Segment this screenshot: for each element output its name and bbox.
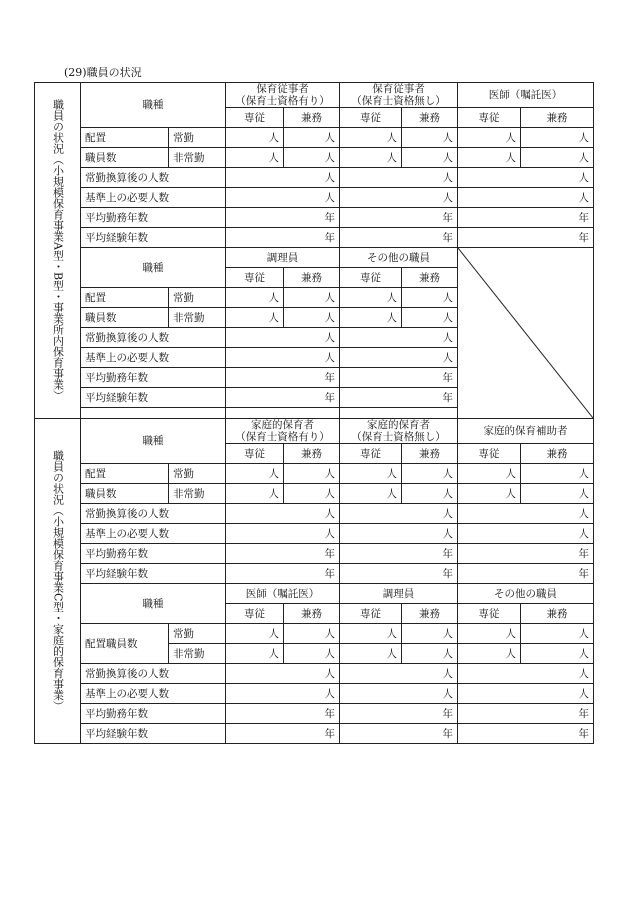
count-cell[interactable]: 人 xyxy=(521,484,594,504)
col-header-katei-ari: 家庭的保育者 （保育士資格有り） xyxy=(226,419,340,444)
count-cell[interactable]: 人 xyxy=(340,348,458,368)
shokuinsu-label: 職員数 xyxy=(81,148,169,168)
count-cell[interactable]: 人 xyxy=(284,624,340,644)
year-cell[interactable]: 年 xyxy=(226,208,340,228)
hitsuyo-label: 基準上の必要人数 xyxy=(81,524,226,544)
count-cell[interactable]: 人 xyxy=(340,644,402,664)
count-cell[interactable]: 人 xyxy=(402,128,458,148)
year-cell[interactable]: 年 xyxy=(458,208,594,228)
count-cell[interactable]: 人 xyxy=(458,644,521,664)
count-cell[interactable]: 人 xyxy=(284,484,340,504)
count-cell[interactable]: 人 xyxy=(458,464,521,484)
senju-label: 専従 xyxy=(226,604,284,624)
count-cell[interactable]: 人 xyxy=(226,288,284,308)
count-cell[interactable]: 人 xyxy=(340,524,458,544)
hitsuyo-label: 基準上の必要人数 xyxy=(81,188,226,208)
count-cell[interactable]: 人 xyxy=(521,464,594,484)
year-cell[interactable]: 年 xyxy=(340,368,458,388)
count-cell[interactable]: 人 xyxy=(340,484,402,504)
count-cell[interactable]: 人 xyxy=(284,128,340,148)
kenmu-label: 兼務 xyxy=(402,268,458,288)
col-header-hoiku-ari: 保育従事者 （保育士資格有り） xyxy=(226,83,340,108)
count-cell[interactable]: 人 xyxy=(340,148,402,168)
year-cell[interactable]: 年 xyxy=(340,564,458,584)
section2-side-label: 職員の状況（小規模保育事業C型・家庭的保育事業） xyxy=(35,419,81,744)
kenmu-label: 兼務 xyxy=(284,444,340,464)
count-cell[interactable]: 人 xyxy=(340,168,458,188)
staff-status-table xyxy=(34,82,594,744)
count-cell[interactable]: 人 xyxy=(226,168,340,188)
hijokin-label: 非常勤 xyxy=(169,644,226,664)
count-cell[interactable]: 人 xyxy=(340,288,402,308)
col-header-chori: 調理員 xyxy=(340,584,458,604)
count-cell[interactable]: 人 xyxy=(458,664,594,684)
shokushu-label: 職種 xyxy=(81,419,226,464)
year-cell[interactable]: 年 xyxy=(340,704,458,724)
count-cell[interactable]: 人 xyxy=(226,524,340,544)
haichi-label: 配置 xyxy=(81,464,169,484)
jokin-label: 常勤 xyxy=(169,288,226,308)
count-cell[interactable]: 人 xyxy=(226,484,284,504)
count-cell[interactable]: 人 xyxy=(226,504,340,524)
hijokin-label: 非常勤 xyxy=(169,148,226,168)
kansan-label: 常勤換算後の人数 xyxy=(81,664,226,684)
spacer-cell xyxy=(81,408,226,419)
kansan-label: 常勤換算後の人数 xyxy=(81,504,226,524)
keiken-label: 平均経験年数 xyxy=(81,564,226,584)
count-cell[interactable]: 人 xyxy=(402,148,458,168)
col-header-sonota: その他の職員 xyxy=(458,584,594,604)
keiken-label: 平均経験年数 xyxy=(81,388,226,408)
col-header-ishi: 医師（嘱託医） xyxy=(458,83,594,108)
haichi-label: 配置 xyxy=(81,288,169,308)
count-cell[interactable]: 人 xyxy=(402,644,458,664)
count-cell[interactable]: 人 xyxy=(226,684,340,704)
senju-label: 専従 xyxy=(340,444,402,464)
kenmu-label: 兼務 xyxy=(521,444,594,464)
year-cell[interactable]: 年 xyxy=(226,724,340,744)
year-cell[interactable]: 年 xyxy=(226,544,340,564)
count-cell[interactable]: 人 xyxy=(226,624,284,644)
year-cell[interactable]: 年 xyxy=(226,564,340,584)
count-cell[interactable]: 人 xyxy=(340,664,458,684)
senju-label: 専従 xyxy=(458,444,521,464)
count-cell[interactable]: 人 xyxy=(402,624,458,644)
count-cell[interactable]: 人 xyxy=(521,644,594,664)
kinmu-label: 平均勤務年数 xyxy=(81,368,226,388)
count-cell[interactable]: 人 xyxy=(340,464,402,484)
count-cell[interactable]: 人 xyxy=(284,464,340,484)
count-cell[interactable]: 人 xyxy=(458,684,594,704)
year-cell[interactable]: 年 xyxy=(458,724,594,744)
count-cell[interactable]: 人 xyxy=(402,484,458,504)
kinmu-label: 平均勤務年数 xyxy=(81,704,226,724)
hitsuyo-label: 基準上の必要人数 xyxy=(81,348,226,368)
kansan-label: 常勤換算後の人数 xyxy=(81,168,226,188)
col-header-sonota: その他の職員 xyxy=(340,248,458,268)
year-cell[interactable]: 年 xyxy=(458,228,594,248)
count-cell[interactable]: 人 xyxy=(226,188,340,208)
year-cell[interactable]: 年 xyxy=(458,704,594,724)
senju-label: 専従 xyxy=(340,268,402,288)
year-cell[interactable]: 年 xyxy=(226,368,340,388)
kenmu-label: 兼務 xyxy=(521,108,594,128)
keiken-label: 平均経験年数 xyxy=(81,724,226,744)
year-cell[interactable]: 年 xyxy=(226,704,340,724)
kenmu-label: 兼務 xyxy=(284,268,340,288)
kenmu-label: 兼務 xyxy=(284,108,340,128)
shokuinsu-label: 職員数 xyxy=(81,308,169,328)
year-cell[interactable]: 年 xyxy=(340,208,458,228)
count-cell[interactable]: 人 xyxy=(521,624,594,644)
count-cell[interactable]: 人 xyxy=(521,128,594,148)
count-cell[interactable]: 人 xyxy=(226,128,284,148)
kenmu-label: 兼務 xyxy=(284,604,340,624)
count-cell[interactable]: 人 xyxy=(458,484,521,504)
senju-label: 専従 xyxy=(458,108,521,128)
senju-label: 専従 xyxy=(340,108,402,128)
count-cell[interactable]: 人 xyxy=(521,148,594,168)
year-cell[interactable]: 年 xyxy=(226,228,340,248)
jokin-label: 常勤 xyxy=(169,624,226,644)
kansan-label: 常勤換算後の人数 xyxy=(81,328,226,348)
hijokin-label: 非常勤 xyxy=(169,308,226,328)
count-cell[interactable]: 人 xyxy=(458,168,594,188)
hitsuyo-label: 基準上の必要人数 xyxy=(81,684,226,704)
kinmu-label: 平均勤務年数 xyxy=(81,544,226,564)
shokushu-label: 職種 xyxy=(81,248,226,288)
count-cell[interactable]: 人 xyxy=(284,148,340,168)
year-cell[interactable]: 年 xyxy=(340,228,458,248)
count-cell[interactable]: 人 xyxy=(402,288,458,308)
col-header-hoiku-nashi: 保育従事者 （保育士資格無し） xyxy=(340,83,458,108)
kenmu-label: 兼務 xyxy=(402,108,458,128)
kinmu-label: 平均勤務年数 xyxy=(81,208,226,228)
shokuinsu-label: 職員数 xyxy=(81,484,169,504)
senju-label: 専従 xyxy=(226,444,284,464)
kenmu-label: 兼務 xyxy=(402,444,458,464)
jokin-label: 常勤 xyxy=(169,128,226,148)
col-header-hojo: 家庭的保育補助者 xyxy=(458,419,594,444)
count-cell[interactable]: 人 xyxy=(458,524,594,544)
count-cell[interactable]: 人 xyxy=(458,504,594,524)
count-cell[interactable]: 人 xyxy=(402,308,458,328)
shokushu-label: 職種 xyxy=(81,584,226,624)
col-header-ishi: 医師（嘱託医） xyxy=(226,584,340,604)
count-cell[interactable]: 人 xyxy=(458,188,594,208)
count-cell[interactable]: 人 xyxy=(340,684,458,704)
hijokin-label: 非常勤 xyxy=(169,484,226,504)
keiken-label: 平均経験年数 xyxy=(81,228,226,248)
count-cell[interactable]: 人 xyxy=(284,308,340,328)
senju-label: 専従 xyxy=(226,268,284,288)
count-cell[interactable]: 人 xyxy=(340,504,458,524)
count-cell[interactable]: 人 xyxy=(226,464,284,484)
count-cell[interactable]: 人 xyxy=(226,664,340,684)
count-cell[interactable]: 人 xyxy=(226,328,340,348)
count-cell[interactable]: 人 xyxy=(226,348,340,368)
count-cell[interactable]: 人 xyxy=(284,644,340,664)
section1-side-label: 職員の状況（小規模保育事業A型・B型・事業所内保育事業） xyxy=(35,83,81,419)
count-cell[interactable]: 人 xyxy=(226,644,284,664)
jokin-label: 常勤 xyxy=(169,464,226,484)
year-cell[interactable]: 年 xyxy=(340,388,458,408)
count-cell[interactable]: 人 xyxy=(340,308,402,328)
year-cell[interactable]: 年 xyxy=(226,388,340,408)
count-cell[interactable]: 人 xyxy=(458,624,521,644)
shokushu-label: 職種 xyxy=(81,83,226,128)
page-title: (29)職員の状況 xyxy=(64,66,142,79)
kenmu-label: 兼務 xyxy=(402,604,458,624)
count-cell[interactable]: 人 xyxy=(340,624,402,644)
kenmu-label: 兼務 xyxy=(521,604,594,624)
senju-label: 専従 xyxy=(340,604,402,624)
count-cell[interactable]: 人 xyxy=(340,188,458,208)
col-header-chori: 調理員 xyxy=(226,248,340,268)
haichi-shokuinsu-label: 配置職員数 xyxy=(81,624,169,664)
count-cell[interactable]: 人 xyxy=(458,148,521,168)
count-cell[interactable]: 人 xyxy=(340,128,402,148)
spacer-cell xyxy=(226,408,340,419)
count-cell[interactable]: 人 xyxy=(458,128,521,148)
haichi-label: 配置 xyxy=(81,128,169,148)
year-cell[interactable]: 年 xyxy=(458,564,594,584)
count-cell[interactable]: 人 xyxy=(226,148,284,168)
senju-label: 専従 xyxy=(458,604,521,624)
spacer-cell xyxy=(340,408,458,419)
senju-label: 専従 xyxy=(226,108,284,128)
count-cell[interactable]: 人 xyxy=(402,464,458,484)
diagonal-blank-cell xyxy=(458,248,594,419)
count-cell[interactable]: 人 xyxy=(226,308,284,328)
col-header-katei-nashi: 家庭的保育者 （保育士資格無し） xyxy=(340,419,458,444)
count-cell[interactable]: 人 xyxy=(284,288,340,308)
year-cell[interactable]: 年 xyxy=(340,544,458,564)
year-cell[interactable]: 年 xyxy=(458,544,594,564)
count-cell[interactable]: 人 xyxy=(340,328,458,348)
year-cell[interactable]: 年 xyxy=(340,724,458,744)
